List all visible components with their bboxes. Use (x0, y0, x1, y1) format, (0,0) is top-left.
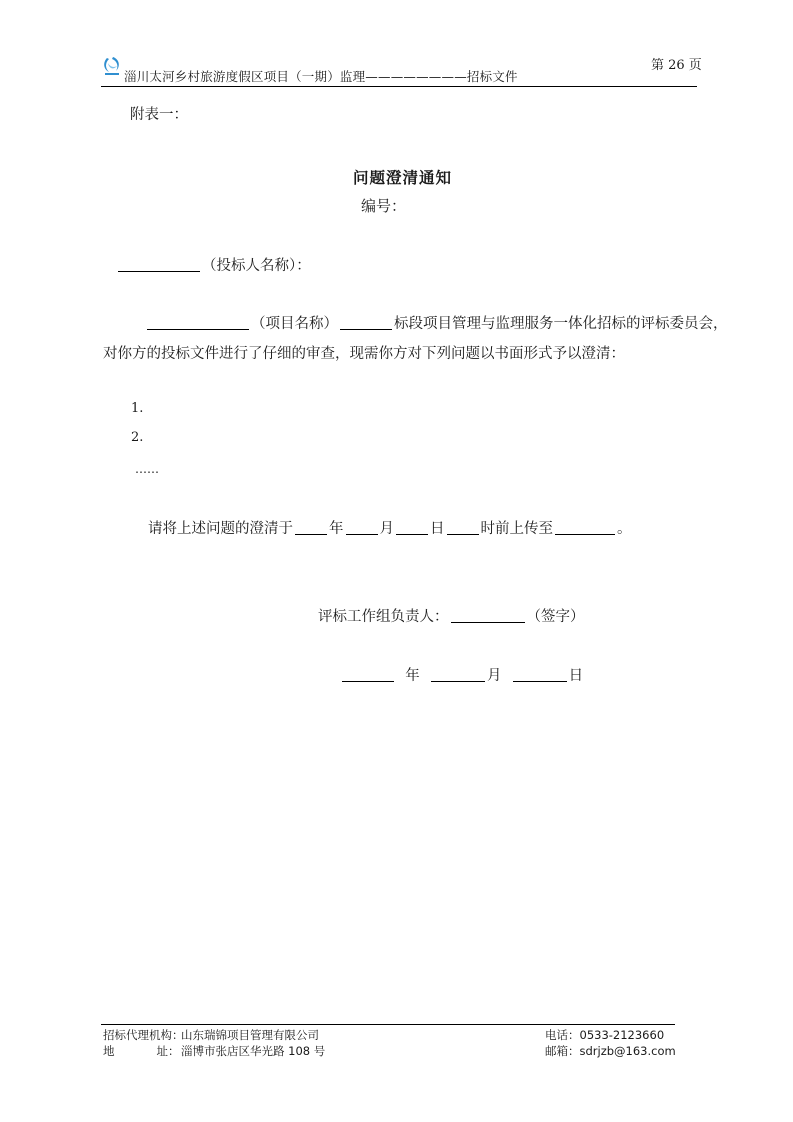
footer-agency-label: 招标代理机构： (103, 1028, 184, 1042)
deadline-month-blank[interactable] (346, 519, 378, 535)
date-month-label: 月 (486, 668, 502, 684)
date-year-label: 年 (405, 668, 420, 684)
signature-suffix: （签字） (526, 609, 585, 625)
date-year-blank[interactable] (342, 666, 394, 682)
paragraph-1-text: 标段项目管理与监理服务一体化招标的评标委员会， (394, 316, 728, 332)
footer-phone: 电话：0533-2123660 (545, 1028, 665, 1042)
date-line (340, 664, 583, 685)
signature-blank[interactable] (451, 607, 525, 623)
deadline-line (148, 517, 632, 538)
addressee-suffix: （投标人名称）： (202, 258, 311, 274)
deadline-time-text: 时前上传至 (480, 521, 553, 537)
date-month-blank[interactable] (431, 666, 485, 682)
footer-agency-name: 山东瑞锦项目管理有限公司 (181, 1028, 319, 1042)
question-item-1: 1. (131, 401, 144, 416)
footer-divider (101, 1024, 675, 1025)
page-number: 第 26 页 (651, 58, 702, 73)
signature-label: 评标工作组负责人： (318, 609, 449, 625)
paragraph-1 (145, 312, 728, 333)
appendix-label: 附表一： (130, 107, 188, 123)
deadline-year-blank[interactable] (295, 519, 327, 535)
paragraph-2: 对你方的投标文件进行了仔细的审查，现需你方对下列问题以书面形式予以澄清： (103, 346, 625, 362)
deadline-time-blank[interactable] (447, 519, 479, 535)
section-blank[interactable] (340, 314, 392, 330)
project-name-blank[interactable] (147, 314, 249, 330)
company-logo-icon (101, 54, 123, 76)
deadline-day-label: 日 (430, 521, 445, 537)
header-project-title: 淄川太河乡村旅游度假区项目（一期）监理————————招标文件 (124, 69, 518, 84)
bidder-name-blank[interactable] (118, 256, 200, 272)
addressee-line (116, 254, 311, 275)
date-day-label: 日 (568, 668, 584, 684)
upload-destination-blank[interactable] (555, 519, 615, 535)
deadline-end: 。 (617, 521, 632, 537)
deadline-day-blank[interactable] (396, 519, 428, 535)
question-ellipsis: …… (135, 462, 159, 476)
footer-email: 邮箱：sdrjzb@163.com (545, 1044, 676, 1058)
date-day-blank[interactable] (513, 666, 567, 682)
footer-address-label-a: 地 (103, 1044, 115, 1058)
deadline-month-label: 月 (379, 521, 394, 537)
deadline-year-label: 年 (329, 521, 344, 537)
header-divider (101, 86, 697, 87)
number-label: 编号： (361, 197, 407, 215)
footer-address-label-b: 址： (156, 1044, 180, 1058)
deadline-prefix: 请将上述问题的澄清于 (148, 521, 293, 537)
project-name-label: （项目名称） (251, 316, 338, 332)
footer-address: 淄博市张店区华光路 108 号 (181, 1044, 326, 1058)
footer-address-label (103, 1043, 180, 1059)
signature-line (318, 605, 585, 626)
question-item-2: 2. (131, 430, 144, 445)
document-title: 问题澄清通知 (353, 169, 453, 187)
